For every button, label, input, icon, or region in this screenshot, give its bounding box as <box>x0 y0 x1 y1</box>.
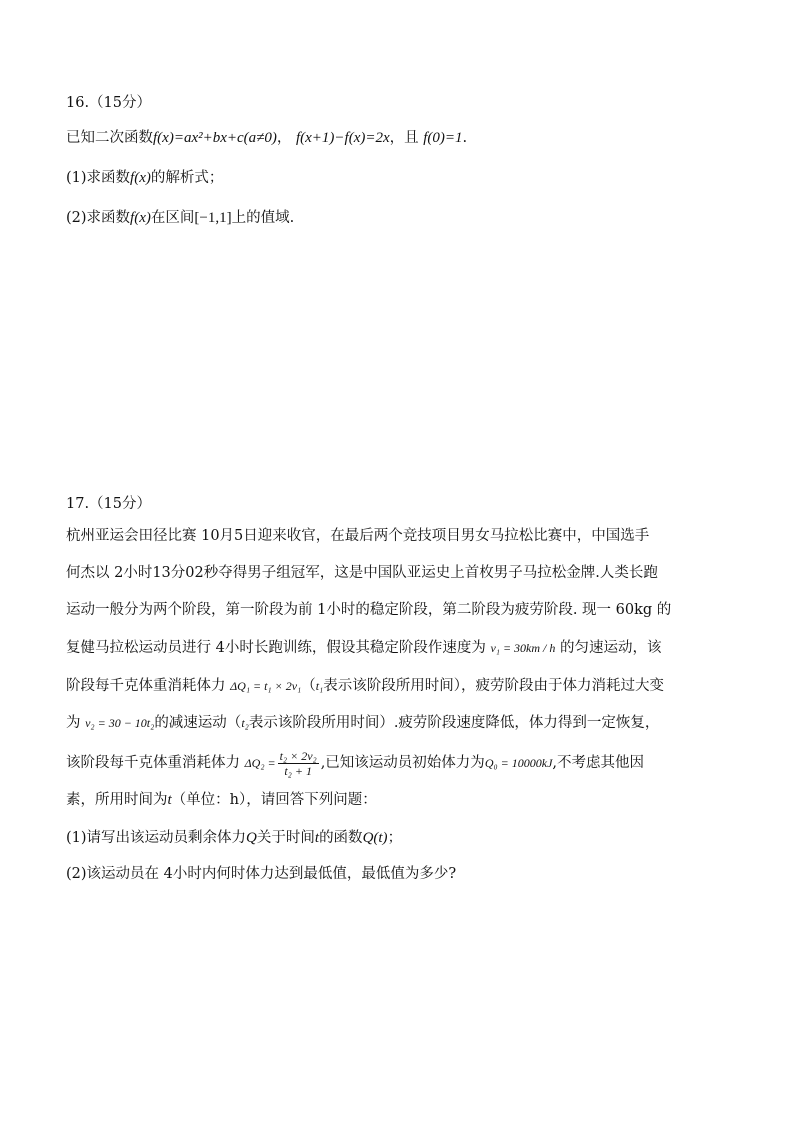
q17-line <box>66 713 659 733</box>
q17-part1-text: 的函数 <box>319 830 363 846</box>
q17-eq-q0: Q₀ = 10000kJ <box>484 756 553 770</box>
q16-statement <box>66 128 467 148</box>
q16-part1 <box>66 168 223 188</box>
q17-eq-dq2-lhs: ΔQ₂ = <box>244 756 276 770</box>
q16-part2-text: (2)求函数 <box>66 210 131 226</box>
q17-part1-text: (1)请写出该运动员剩余体力 <box>66 830 247 846</box>
q17-line <box>66 746 644 780</box>
q17-part1-text: 关于时间 <box>256 830 315 846</box>
q17-fraction-numerator: t₂ × 2v₂ <box>279 748 317 763</box>
q17-text: （单位：h），请回答下列问题： <box>171 792 377 808</box>
q17-line <box>66 790 377 810</box>
q17-var-q: Q <box>246 830 257 846</box>
q16-text: 已知二次函数 <box>66 130 153 146</box>
q16-eq-init: f(0)=1 <box>423 130 463 146</box>
q16-part2-interval: [−1,1] <box>194 210 232 226</box>
q17-text: 素，所用时间为 <box>66 792 168 808</box>
q16-sep: ，且 <box>389 130 419 146</box>
q16-eq-fx: f(x)=ax²+bx+c(a≠0) <box>153 130 277 146</box>
q16-part1-text: 的解析式； <box>150 170 224 186</box>
q16-end: . <box>462 130 468 146</box>
q17-text: 的匀速运动，该 <box>559 640 662 656</box>
q17-part2: (2)该运动员在 4小时内何时体力达到最低值，最低值为多少? <box>66 866 457 882</box>
q17-part1-text: ； <box>387 830 403 846</box>
q17-header: 17.（15分） <box>66 496 152 512</box>
q17-part1 <box>66 828 402 848</box>
q17-text: （ <box>301 678 316 694</box>
q17-text: ,已知该运动员初始体力为 <box>320 755 485 771</box>
q17-text: 为 <box>66 715 81 731</box>
q17-text: 复健马拉松运动员进行 4小时长跑训练，假设其稳定阶段作速度为 <box>66 640 486 656</box>
q16-header: 16.（15分） <box>66 95 152 111</box>
q16-part1-fx: f(x) <box>130 170 151 186</box>
q17-var-t: t <box>314 830 320 846</box>
q17-fraction <box>278 749 319 778</box>
q17-fn-qt: Q(t) <box>362 830 388 846</box>
q17-line: 运动一般分为两个阶段，第一阶段为前 1小时的稳定阶段，第二阶段为疲劳阶段. 现一 60kg 的 <box>66 602 672 618</box>
q16-part2-text: 上的值域. <box>231 210 295 226</box>
q17-line <box>66 638 661 658</box>
q17-text: 表示该阶段所用时间）.疲劳阶段速度降低，体力得到一定恢复， <box>248 715 660 731</box>
q17-eq-v2: v₂ = 30 − 10t₂ <box>85 716 155 730</box>
q17-line <box>66 676 664 696</box>
q16-part2 <box>66 208 294 228</box>
q16-part1-text: (1)求函数 <box>66 170 131 186</box>
q17-var-t1: t₁ <box>315 679 324 693</box>
q17-eq-dq1: ΔQ₁ = t₁ × 2v₁ <box>230 679 302 693</box>
q17-text: 阶段每千克体重消耗体力 <box>66 678 226 694</box>
q17-line: 杭州亚运会田径比赛 10月5日迎来收官，在最后两个竞技项目男女马拉松比赛中，中国选手 <box>66 528 650 544</box>
q16-part2-fx: f(x) <box>130 210 151 226</box>
q17-eq-v1: v₁ = 30km / h <box>490 641 556 655</box>
q17-fraction-denominator: t₂ + 1 <box>284 763 312 778</box>
q17-text: 该阶段每千克体重消耗体力 <box>66 755 240 771</box>
q17-var-t2: t₂ <box>241 716 249 730</box>
q16-part2-text: 在区间 <box>150 210 195 226</box>
q17-text: 表示该阶段所用时间），疲劳阶段由于体力消耗过大变 <box>323 678 664 694</box>
q16-sep: ， <box>276 130 292 146</box>
q17-text: ,不考虑其他因 <box>552 755 645 771</box>
q16-eq-diff: f(x+1)−f(x)=2x <box>295 130 390 146</box>
q17-var-t: t <box>167 792 172 808</box>
q17-line: 何杰以 2小时13分02秒夺得男子组冠军，这是中国队亚运史上首枚男子马拉松金牌.人类长跑 <box>66 565 658 581</box>
q17-text: 的减速运动（ <box>154 715 242 731</box>
